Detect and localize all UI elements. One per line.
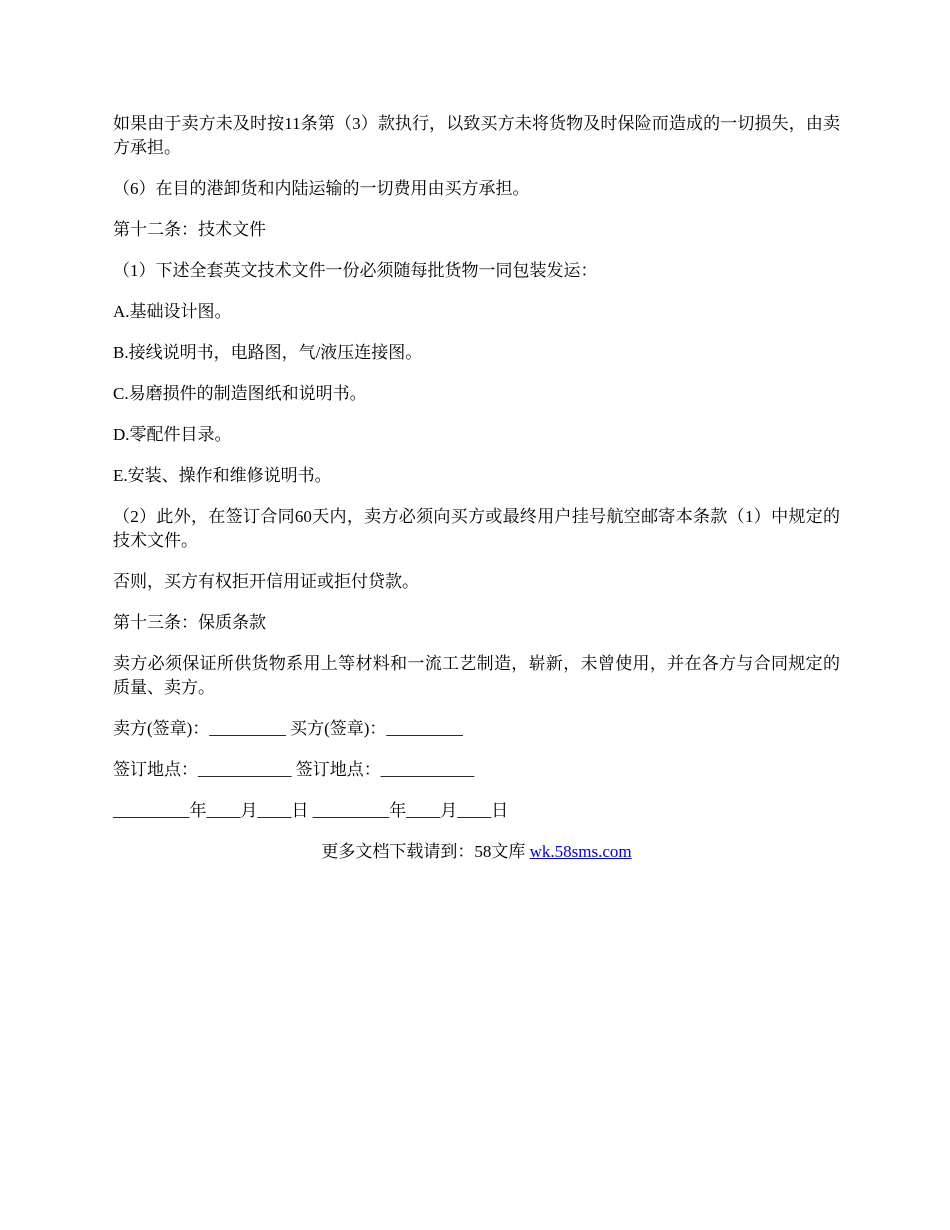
date-line: _________年____月____日 _________年____月____日 (113, 801, 509, 820)
list-item-a: A.基础设计图。 (113, 302, 232, 321)
paragraph-buyer-rights: 否则，买方有权拒开信用证或拒付贷款。 (113, 572, 419, 591)
section-heading-technical-documents: 第十二条：技术文件 (113, 220, 266, 239)
footer-download-note (113, 840, 840, 864)
list-item-e: E.安装、操作和维修说明书。 (113, 466, 332, 485)
footer-link[interactable]: wk.58sms.com (529, 842, 632, 861)
list-item-d: D.零配件目录。 (113, 425, 232, 444)
paragraph-loss-liability: 如果由于卖方未及时按11条第（3）款执行，以致买方未将货物及时保险而造成的一切损失，由卖方承担。 (113, 114, 840, 157)
signature-line: 卖方(签章)：_________ 买方(签章)：_________ (113, 719, 463, 738)
document-page (113, 112, 840, 881)
section-heading-quality-guarantee: 第十三条：保质条款 (113, 613, 266, 632)
signing-location-line: 签订地点：___________ 签订地点：___________ (113, 760, 475, 779)
list-item-c: C.易磨损件的制造图纸和说明书。 (113, 384, 367, 403)
paragraph-unloading-costs: （6）在目的港卸货和内陆运输的一切费用由买方承担。 (113, 179, 530, 198)
paragraph-document-list-intro: （1）下述全套英文技术文件一份必须随每批货物一同包装发运： (113, 261, 598, 280)
footer-text: 更多文档下载请到：58文库 (321, 842, 530, 861)
paragraph-airmail-requirement: （2）此外，在签订合同60天内，卖方必须向买方或最终用户挂号航空邮寄本条款（1）中规定的技术文件。 (113, 507, 840, 550)
list-item-b: B.接线说明书，电路图，气/液压连接图。 (113, 343, 423, 362)
paragraph-quality-guarantee: 卖方必须保证所供货物系用上等材料和一流工艺制造，崭新，未曾使用，并在各方与合同规定的质量、卖方。 (113, 654, 840, 697)
